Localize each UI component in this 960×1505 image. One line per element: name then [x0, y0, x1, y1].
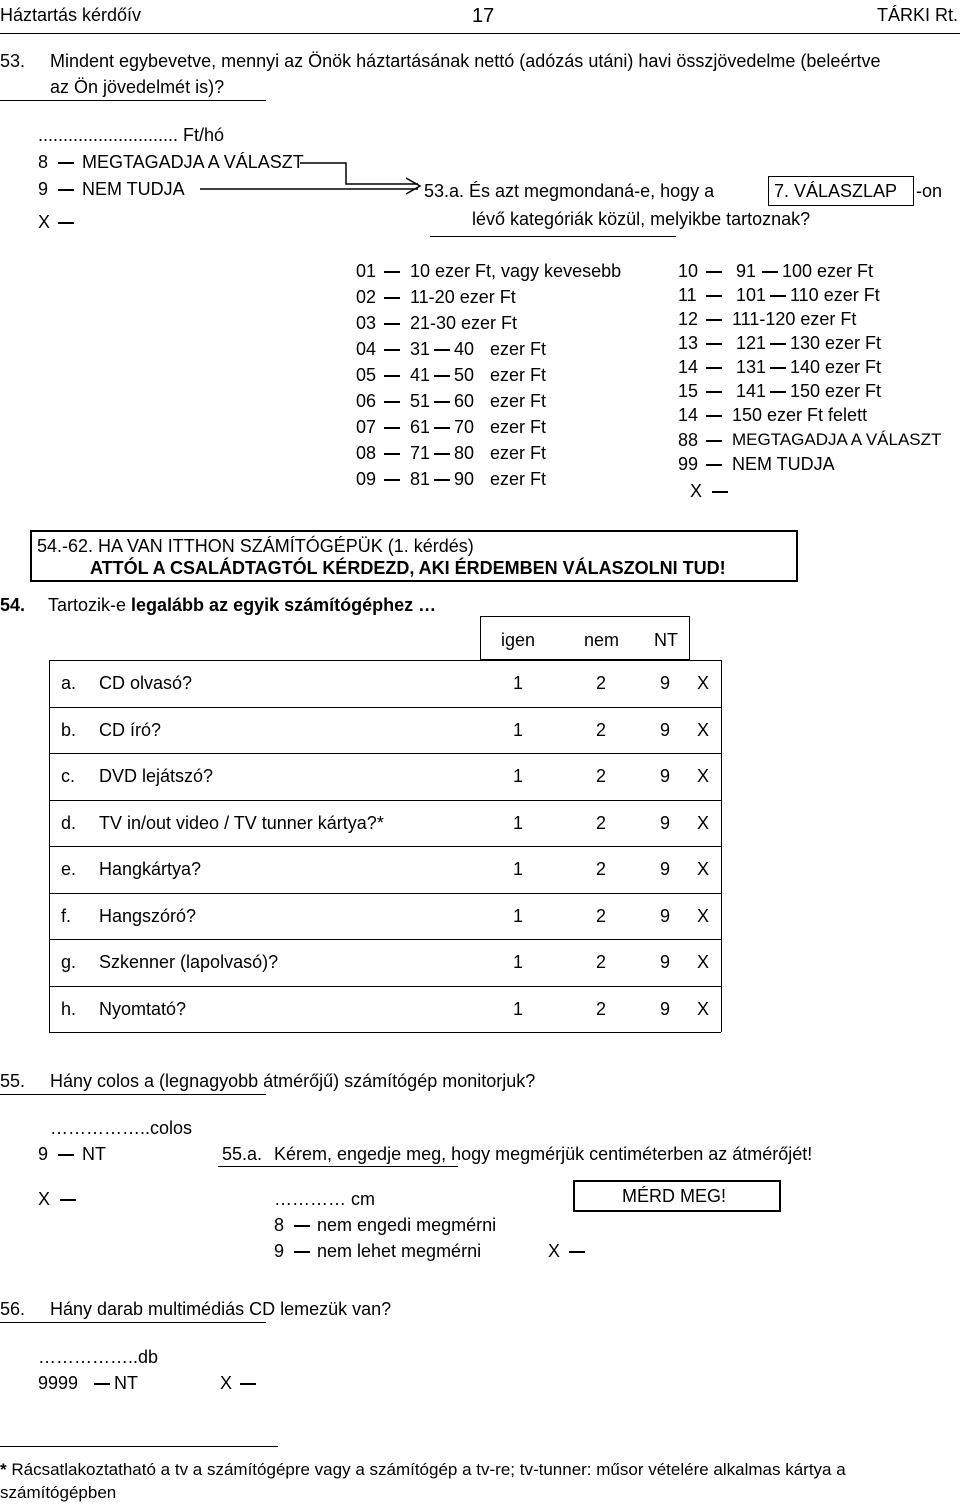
income-rest: 100 ezer Ft — [782, 261, 874, 281]
income-code: 12 — [678, 309, 699, 329]
income-to: 50 — [454, 365, 475, 385]
range-dash — [770, 295, 786, 297]
q56-x-dash — [240, 1383, 256, 1385]
q55a-opt8-code: 8 — [274, 1215, 285, 1235]
answer-code: 1 — [513, 952, 524, 972]
q53-ft-line: ............................ Ft/hó — [38, 125, 225, 145]
row-divider — [49, 707, 721, 708]
range-dash — [770, 343, 786, 345]
income-code: 88 — [678, 430, 699, 450]
answer-code: 1 — [513, 859, 524, 879]
income-code: 13 — [678, 333, 699, 353]
range-dash — [762, 271, 778, 273]
answer-code: X — [697, 952, 710, 972]
row-divider — [49, 846, 721, 847]
income-right-x-dash — [712, 491, 728, 493]
q56-nt-dash — [94, 1383, 110, 1385]
q55-nt-label: NT — [82, 1144, 106, 1164]
range-dash — [434, 453, 450, 455]
answer-code: 2 — [596, 859, 607, 879]
income-right-x: X — [690, 481, 703, 501]
answer-code: 9 — [660, 952, 671, 972]
income-rest: 140 ezer Ft — [790, 357, 882, 377]
income-code: 14 — [678, 405, 699, 425]
income-unit: ezer Ft — [490, 469, 547, 489]
q55a-opt-x: X — [548, 1241, 561, 1261]
q55a-number: 55.a. — [222, 1144, 263, 1164]
row-label: Nyomtató? — [99, 999, 187, 1019]
income-range: MEGTAGADJA A VÁLASZT — [732, 430, 942, 449]
option-dash — [706, 367, 722, 369]
q54-text — [48, 596, 436, 614]
col-header-nem: nem — [584, 630, 620, 650]
q53-opt9-label: NEM TUDJA — [82, 179, 185, 199]
answer-code: X — [697, 673, 710, 693]
answer-code: 2 — [596, 906, 607, 926]
answer-code: 1 — [513, 673, 524, 693]
row-letter: f. — [61, 906, 72, 926]
row-label: DVD lejátszó? — [99, 766, 214, 786]
income-from: 101 — [736, 285, 767, 305]
range-dash — [434, 479, 450, 481]
income-from: 31 — [410, 339, 431, 359]
income-range: NEM TUDJA — [732, 454, 835, 474]
q55a-text: Kérem, engedje meg, hogy megmérjük centiméterben az átmérőjét! — [274, 1144, 813, 1164]
income-range: 21-30 ezer Ft — [410, 313, 518, 333]
q55a-opt9-dash — [294, 1251, 310, 1253]
answer-code: 2 — [596, 766, 607, 786]
income-range: 10 ezer Ft, vagy kevesebb — [410, 261, 622, 281]
answer-code: 1 — [513, 999, 524, 1019]
option-dash — [384, 375, 400, 377]
answer-code: X — [697, 813, 710, 833]
q53-text-line1: Mindent egybevetve, mennyi az Önök háztartásának nettó (adózás utáni) havi összjövedelme (beleértve — [50, 51, 881, 71]
row-divider — [49, 939, 721, 940]
page-number: 17 — [472, 5, 495, 27]
income-code: 09 — [356, 469, 377, 489]
income-to: 60 — [454, 391, 475, 411]
row-divider — [49, 753, 721, 754]
answer-code: 9 — [660, 720, 671, 740]
footnote-text1: Rácsatlakoztatható a tv a számítógépre vagy a számítógép a tv-re; tv-tunner: műsor vételére alkalmas kártya a — [11, 1460, 846, 1479]
q53-number: 53. — [0, 51, 26, 71]
answer-code: 2 — [596, 952, 607, 972]
q55a-opt8-label: nem engedi megmérni — [317, 1215, 497, 1235]
option-dash — [384, 349, 400, 351]
option-dash — [706, 319, 722, 321]
answer-code: X — [697, 906, 710, 926]
table-right-border — [721, 660, 722, 1032]
q53-optx-code: X — [38, 212, 51, 232]
q55-nt-dash — [58, 1154, 74, 1156]
instruction-line2: ATTÓL A CSALÁDTAGTÓL KÉRDEZD, AKI ÉRDEMBEN VÁLASZOLNI TUD! — [90, 558, 726, 578]
answer-code: 1 — [513, 720, 524, 740]
income-from: 81 — [410, 469, 431, 489]
row-letter: d. — [61, 813, 77, 833]
range-dash — [770, 367, 786, 369]
footnote-line1 — [0, 1461, 846, 1478]
merd-meg-label: MÉRD MEG! — [622, 1186, 727, 1206]
income-code: 10 — [678, 261, 699, 281]
col-header-igen: igen — [501, 630, 536, 650]
income-range: 11-20 ezer Ft — [410, 287, 516, 307]
q53a-line2: lévő kategóriák közül, melyikbe tartoznak? — [472, 209, 811, 229]
income-range: 111-120 ezer Ft — [732, 309, 857, 329]
option-dash — [384, 323, 400, 325]
q56-nt-label: NT — [114, 1373, 138, 1393]
income-to: 90 — [454, 469, 475, 489]
q55-underline — [0, 1094, 266, 1095]
row-label: Szkenner (lapolvasó)? — [99, 952, 279, 972]
income-from: 91 — [736, 261, 757, 281]
answer-code: 1 — [513, 813, 524, 833]
q53a-line1: 53.a. És azt megmondaná-e, hogy a — [424, 181, 715, 201]
row-letter: c. — [61, 766, 76, 786]
q56-nt-code: 9999 — [38, 1373, 79, 1393]
row-label: CD olvasó? — [99, 673, 193, 693]
answer-code: 2 — [596, 999, 607, 1019]
q55-x-dash — [60, 1199, 76, 1201]
answer-code: 1 — [513, 766, 524, 786]
income-code: 08 — [356, 443, 377, 463]
q55a-underline — [218, 1166, 458, 1167]
footnote-line2: számítógépben — [0, 1483, 117, 1502]
income-range: 150 ezer Ft felett — [732, 405, 868, 425]
q56-x-code: X — [220, 1373, 233, 1393]
row-label: CD író? — [99, 720, 162, 740]
income-from: 61 — [410, 417, 431, 437]
income-from: 51 — [410, 391, 431, 411]
q53-opt9-code: 9 — [38, 179, 49, 199]
income-unit: ezer Ft — [490, 339, 547, 359]
header-right: TÁRKI Rt. — [876, 5, 958, 25]
q55a-cm: ………… cm — [274, 1189, 375, 1209]
q55-x-code: X — [38, 1189, 51, 1209]
option-dash — [706, 440, 722, 442]
income-from: 71 — [410, 443, 431, 463]
q55-text: Hány colos a (legnagyobb átmérőjű) számítógép monitorjuk? — [50, 1071, 536, 1091]
q56-text: Hány darab multimédiás CD lemezük van? — [50, 1299, 392, 1319]
answer-code: 9 — [660, 766, 671, 786]
q54-text-bold: legalább az egyik számítógéphez … — [131, 595, 437, 615]
income-code: 03 — [356, 313, 377, 333]
row-label: Hangszóró? — [99, 906, 197, 926]
q55-colos: ……………..colos — [50, 1118, 193, 1138]
option-dash — [706, 343, 722, 345]
income-from: 41 — [410, 365, 431, 385]
q56-number: 56. — [0, 1299, 26, 1319]
col-header-nt: NT — [654, 630, 678, 650]
income-from: 141 — [736, 381, 767, 401]
answer-code: 1 — [513, 906, 524, 926]
q55-number: 55. — [0, 1071, 26, 1091]
answer-code: 2 — [596, 673, 607, 693]
income-code: 15 — [678, 381, 699, 401]
valaszlap-suffix: -on — [916, 181, 943, 201]
answer-code: 2 — [596, 720, 607, 740]
income-to: 70 — [454, 417, 475, 437]
q55a-opt-x-dash — [569, 1251, 585, 1253]
option-dash — [706, 271, 722, 273]
q54-number: 54. — [0, 595, 26, 615]
row-letter: b. — [61, 720, 77, 740]
income-code: 07 — [356, 417, 377, 437]
option-dash — [706, 295, 722, 297]
q53a-underline — [430, 236, 676, 237]
answer-code: 9 — [660, 859, 671, 879]
row-divider — [49, 1032, 721, 1033]
option-dash — [706, 464, 722, 466]
answer-code: 9 — [660, 906, 671, 926]
income-code: 05 — [356, 365, 377, 385]
income-code: 04 — [356, 339, 377, 359]
q54-text-plain: Tartozik-e — [48, 595, 132, 615]
income-to: 40 — [454, 339, 475, 359]
income-rest: 150 ezer Ft — [790, 381, 882, 401]
income-unit: ezer Ft — [490, 391, 547, 411]
q55a-opt9-code: 9 — [274, 1241, 285, 1261]
income-code: 11 — [678, 285, 697, 305]
q55a-opt9-label: nem lehet megmérni — [317, 1241, 482, 1261]
q56-db: ……………..db — [38, 1347, 159, 1367]
answer-code: X — [697, 766, 710, 786]
row-divider — [49, 800, 721, 801]
q53-text-line2: az Ön jövedelmét is)? — [50, 77, 225, 97]
income-unit: ezer Ft — [490, 365, 547, 385]
range-dash — [434, 375, 450, 377]
range-dash — [770, 391, 786, 393]
range-dash — [434, 401, 450, 403]
income-from: 131 — [736, 357, 767, 377]
q55a-opt8-dash — [294, 1225, 310, 1227]
footnote-rule — [0, 1446, 278, 1447]
row-divider — [49, 893, 721, 894]
range-dash — [434, 427, 450, 429]
income-rest: 130 ezer Ft — [790, 333, 882, 353]
option-dash — [384, 453, 400, 455]
footnote-star: * — [0, 1460, 7, 1479]
answer-code: X — [697, 859, 710, 879]
income-unit: ezer Ft — [490, 417, 547, 437]
option-dash — [384, 297, 400, 299]
income-code: 99 — [678, 454, 699, 474]
table-top-border — [49, 660, 721, 661]
answer-code: X — [697, 720, 710, 740]
row-letter: e. — [61, 859, 77, 879]
option-dash — [384, 427, 400, 429]
row-letter: h. — [61, 999, 77, 1019]
income-to: 80 — [454, 443, 475, 463]
instruction-line1: 54.-62. HA VAN ITTHON SZÁMÍTÓGÉPÜK (1. kérdés) — [37, 536, 474, 556]
option-dash — [706, 391, 722, 393]
income-code: 02 — [356, 287, 377, 307]
option-dash — [706, 415, 722, 417]
income-code: 14 — [678, 357, 699, 377]
option-dash — [384, 271, 400, 273]
answer-code: 9 — [660, 813, 671, 833]
header-left: Háztartás kérdőív — [0, 5, 142, 25]
q53-opt8-label: MEGTAGADJA A VÁLASZT — [82, 152, 304, 172]
income-from: 121 — [736, 333, 767, 353]
option-dash — [384, 401, 400, 403]
row-letter: g. — [61, 952, 77, 972]
answer-code: 2 — [596, 813, 607, 833]
answer-code: 9 — [660, 999, 671, 1019]
range-dash — [434, 349, 450, 351]
answer-code: 9 — [660, 673, 671, 693]
q55-nt-code: 9 — [38, 1144, 49, 1164]
row-divider — [49, 986, 721, 987]
q53-opt8-code: 8 — [38, 152, 49, 172]
row-label: TV in/out video / TV tunner kártya?* — [99, 813, 384, 833]
income-code: 01 — [356, 261, 377, 281]
row-letter: a. — [61, 673, 77, 693]
income-code: 06 — [356, 391, 377, 411]
row-label: Hangkártya? — [99, 859, 202, 879]
valaszlap-label: 7. VÁLASZLAP — [774, 181, 898, 201]
option-dash — [384, 479, 400, 481]
answer-code: X — [697, 999, 710, 1019]
q56-underline — [0, 1322, 266, 1323]
income-rest: 110 ezer Ft — [790, 285, 880, 305]
income-unit: ezer Ft — [490, 443, 547, 463]
